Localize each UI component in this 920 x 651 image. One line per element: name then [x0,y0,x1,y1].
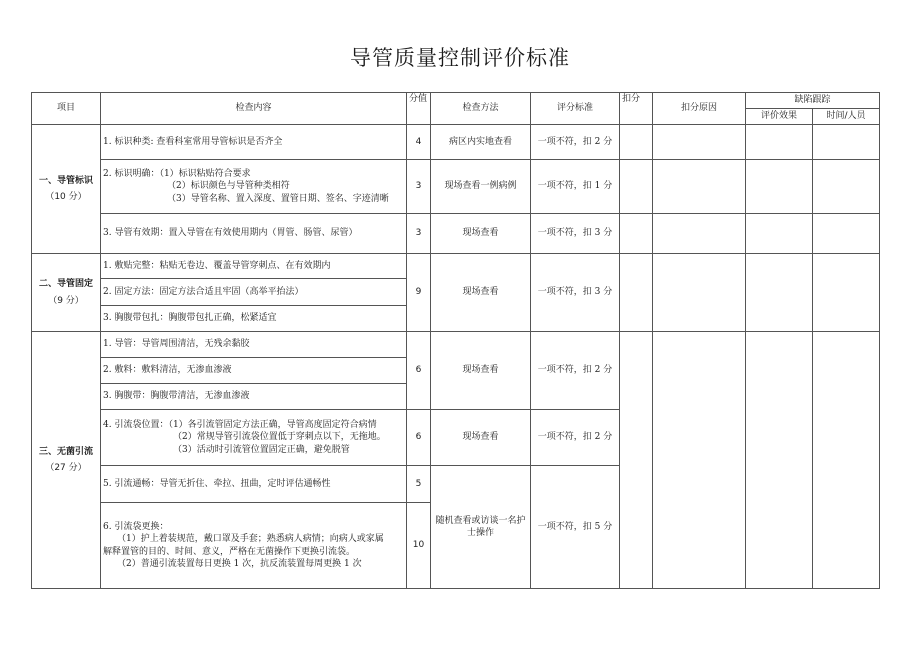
effect-cell [746,332,813,589]
row-method: 现场查看一例病例 [431,160,531,214]
time-person-cell [813,332,880,589]
time-person-cell [813,214,880,254]
row-content: 2. 固定方法：固定方法合适且牢固（高举平抬法） [101,279,407,306]
section-2-name: 二、导管固定 [38,279,93,290]
section-3-score: （27 分） [45,463,87,473]
header-deduct: 扣分 [620,93,653,125]
deduct-cell [620,125,653,160]
header-row [32,93,880,109]
reason-cell [653,214,746,254]
row-standard: 一项不符，扣 1 分 [531,160,620,214]
effect-cell [746,214,813,254]
effect-cell [746,125,813,160]
row-standard: 一项不符，扣 5 分 [531,466,620,589]
row-content: 1. 导管：导管周围清洁，无残余黏胶 [101,332,407,358]
section-1-cell [32,125,101,254]
row-method: 现场查看 [431,332,531,410]
content-line: （3）导管名称、置入深度、置管日期、签名、字迹清晰 [167,193,389,204]
row-content [101,503,407,589]
row-score: 9 [407,254,431,332]
content-line: 解释置管的目的、时间、意义，严格在无菌操作下更换引流袋。 [103,546,356,557]
table-row [32,254,880,279]
table-row [32,214,880,254]
header-item: 项目 [32,93,101,125]
row-score: 3 [407,160,431,214]
row-score: 6 [407,410,431,466]
deduct-cell [620,214,653,254]
row-method: 现场查看 [431,214,531,254]
header-content: 检查内容 [101,93,407,125]
time-person-cell [813,160,880,214]
effect-cell [746,254,813,332]
row-score: 10 [407,503,431,589]
effect-cell [746,160,813,214]
row-standard: 一项不符，扣 2 分 [531,332,620,410]
row-content: 3. 胸腹带包扎：胸腹带包扎正确，松紧适宜 [101,306,407,332]
page-title: 导管质量控制评价标准 [350,46,570,70]
row-standard: 一项不符，扣 2 分 [531,410,620,466]
time-person-cell [813,125,880,160]
row-content: 3. 胸腹带：胸腹带清洁，无渗血渗液 [101,384,407,410]
table-row [32,125,880,160]
table-row [32,332,880,358]
deduct-cell [620,332,653,589]
reason-cell [653,125,746,160]
row-score: 3 [407,214,431,254]
header-effect: 评价效果 [746,109,813,125]
content-line: 4. 引流袋位置：（1）各引流管固定方法正确，导管高度固定符合病情 [103,420,377,431]
reason-cell [653,332,746,589]
row-method: 现场查看 [431,410,531,466]
deduct-cell [620,254,653,332]
row-content: 5. 引流通畅：导管无折住、牵拉、扭曲，定时评估通畅性 [101,466,407,503]
row-content [101,410,407,466]
row-score: 5 [407,466,431,503]
row-score: 4 [407,125,431,160]
header-time-person: 时间/人员 [813,109,880,125]
row-content: 1. 标识种类: 查看科室常用导管标识是否齐全 [101,125,407,160]
header-standard: 评分标准 [531,93,620,125]
header-score: 分值 [407,93,431,125]
header-method: 检查方法 [431,93,531,125]
row-standard: 一项不符，扣 3 分 [531,214,620,254]
evaluation-table [31,92,880,589]
section-1-name: 一、导管标识 [38,175,93,186]
time-person-cell [813,254,880,332]
row-standard: 一项不符，扣 2 分 [531,125,620,160]
deduct-cell [620,160,653,214]
content-line: （2）普通引流装置每日更换 1 次，抗反流装置每周更换 1 次 [117,558,362,569]
row-content: 3. 导管有效期：置入导管在有效使用期内（胃管、肠管、尿管） [101,214,407,254]
section-2-cell [32,254,101,332]
section-3-cell [32,332,101,589]
content-line: （2）标识颜色与导管种类相符 [167,181,290,192]
row-content: 2. 敷料：敷料清洁，无渗血渗液 [101,358,407,384]
table-row [32,160,880,214]
row-standard: 一项不符，扣 3 分 [531,254,620,332]
row-method: 随机查看或访谈一名护士操作 [431,466,531,589]
content-line: （2）常规导管引流袋位置低于穿刺点以下，无拖地。 [173,432,386,443]
content-line: 6. 引流袋更换： [103,522,169,533]
content-line: 2. 标识明确：（1）标识粘贴符合要求 [103,169,251,180]
row-method: 病区内实地查看 [431,125,531,160]
section-3-name: 三、无菌引流 [38,446,93,457]
content-line: （3）活动时引流管位置固定正确，避免脱管 [173,444,350,455]
reason-cell [653,254,746,332]
row-method: 现场查看 [431,254,531,332]
section-1-score: （10 分） [45,192,87,202]
header-reason: 扣分原因 [653,93,746,125]
row-content: 1. 敷贴完整：粘贴无卷边、覆盖导管穿刺点、在有效期内 [101,254,407,279]
row-content [101,160,407,214]
section-2-score: （9 分） [48,295,84,306]
content-line: （1）护上着装规范，戴口罩及手套；熟悉病人病情；向病人或家属 [117,534,384,545]
row-score: 6 [407,332,431,410]
header-tracking: 缺陷跟踪 [746,93,880,109]
reason-cell [653,160,746,214]
